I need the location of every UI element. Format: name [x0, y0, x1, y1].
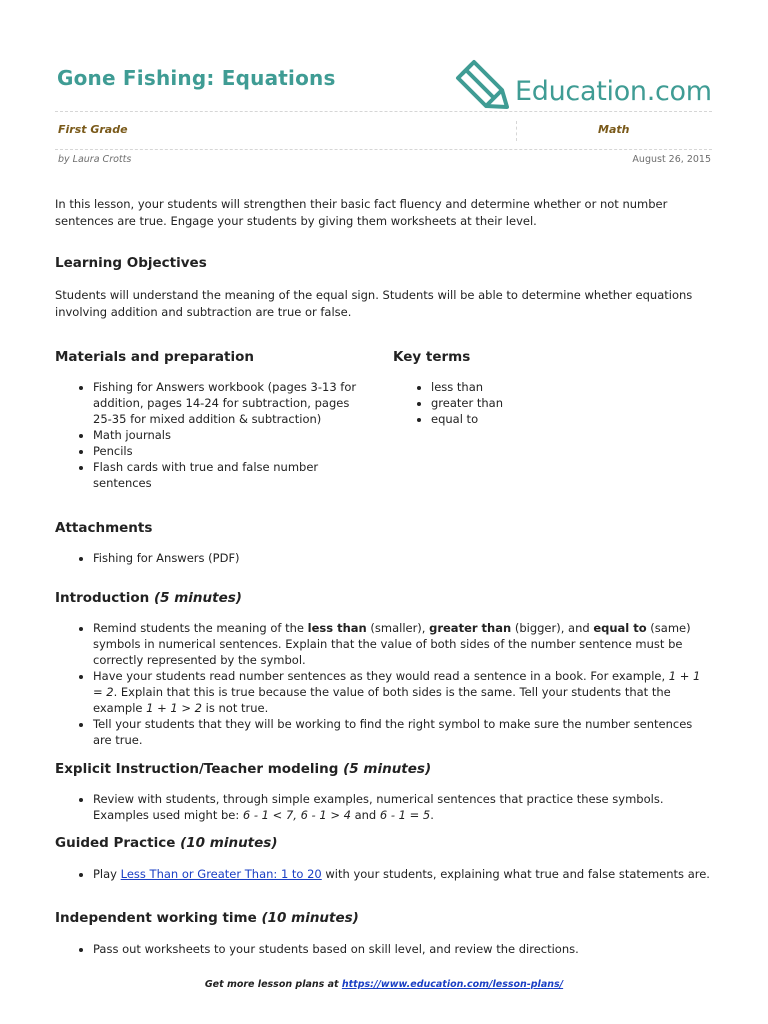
guided-practice-list [55, 866, 713, 882]
section-title: Explicit Instruction/Teacher modeling [55, 761, 339, 777]
author-byline: by Laura Crotts [58, 154, 132, 165]
independent-working-heading [55, 910, 359, 926]
footer [0, 979, 768, 990]
list-item: • Have your students read number sentences as they would read a sentence in a book. For example, 1 + 1 = 2. Explain that this is true because the value of both sides is the same. Tell your students that the example 1 + 1 > 2 is not true. [93, 668, 713, 716]
publish-date: August 26, 2015 [632, 154, 711, 165]
example-equation: 6 - 1 = 5 [379, 808, 431, 822]
example-equation: 1 + 1 > 2 [146, 701, 202, 715]
list-item: • Pass out worksheets to your students based on skill level, and review the directions. [93, 941, 713, 957]
attachments-list [55, 550, 713, 566]
pencil-logo-icon [452, 54, 512, 112]
game-link[interactable]: Less Than or Greater Than: 1 to 20 [120, 867, 322, 881]
key-terms-list [393, 379, 711, 427]
list-item: • Math journals [93, 427, 371, 443]
list-item: • less than [431, 379, 711, 395]
learning-objectives-text: Students will understand the meaning of the equal sign. Students will be able to determine whether equations involving addition and subtraction are true or false. [55, 288, 693, 319]
independent-working-list [55, 941, 713, 957]
education-com-logo[interactable] [452, 54, 717, 112]
list-item: • Flash cards with true and false number sentences [93, 459, 371, 491]
footer-link[interactable]: https://www.education.com/lesson-plans/ [341, 979, 564, 990]
materials-list [55, 379, 371, 491]
section-duration: (5 minutes) [153, 590, 242, 606]
page-title: Gone Fishing: Equations [57, 66, 336, 90]
attachment-item[interactable]: • Fishing for Answers (PDF) [93, 550, 713, 566]
list-item: • Tell your students that they will be working to find the right symbol to make sure the number sentences are true. [93, 716, 713, 748]
list-item: • equal to [431, 411, 711, 427]
explicit-instruction-heading [55, 761, 431, 777]
introduction-list [55, 620, 713, 748]
key-terms-heading: Key terms [393, 349, 471, 365]
term-greater-than: greater than [429, 621, 512, 635]
logo-wordmark: Education.com [515, 76, 712, 107]
intro-paragraph: In this lesson, your students will strengthen their basic fact fluency and determine whether or not number sentences are true. Engage your students by giving them worksheets at their level. [55, 197, 668, 228]
list-item: • Pencils [93, 443, 371, 459]
header-column-divider [516, 121, 517, 141]
list-item: • Play Less Than or Greater Than: 1 to 20 with your students, explaining what true and false statements are. [93, 866, 713, 882]
section-title: Guided Practice [55, 835, 176, 851]
introduction-heading [55, 590, 242, 606]
header-divider [55, 111, 712, 112]
example-equation: 1 + 1 = 2 [93, 669, 701, 699]
term-equal-to: equal to [593, 621, 647, 635]
meta-divider [55, 149, 712, 150]
section-duration: (5 minutes) [343, 761, 432, 777]
subject-label: Math [598, 123, 630, 136]
footer-text: Get more lesson plans at [204, 979, 342, 990]
list-item: • Review with students, through simple examples, numerical sentences that practice these symbols. Examples used might be: 6 - 1 < 7, 6 - 1 > 4 and 6 - 1 = 5. [93, 791, 713, 823]
section-duration: (10 minutes) [261, 910, 359, 926]
list-item: • greater than [431, 395, 711, 411]
section-title: Introduction [55, 590, 150, 606]
section-duration: (10 minutes) [180, 835, 278, 851]
grade-label: First Grade [58, 123, 128, 136]
attachments-heading: Attachments [55, 520, 153, 536]
list-item: • Fishing for Answers workbook (pages 3-13 for addition, pages 14-24 for subtraction, pages 25-35 for mixed addition & subtraction) [93, 379, 371, 427]
explicit-instruction-list [55, 791, 713, 823]
term-less-than: less than [307, 621, 367, 635]
materials-heading: Materials and preparation [55, 349, 254, 365]
guided-practice-heading [55, 835, 278, 851]
section-title: Independent working time [55, 910, 257, 926]
list-item: • Remind students the meaning of the less than (smaller), greater than (bigger), and equal to (same) symbols in numerical sentences. Explain that the value of both sides of the number sentence must be correctly represented by the symbol. [93, 620, 713, 668]
learning-objectives-heading: Learning Objectives [55, 255, 207, 271]
example-equation: 6 - 1 < 7, 6 - 1 > 4 [242, 808, 351, 822]
